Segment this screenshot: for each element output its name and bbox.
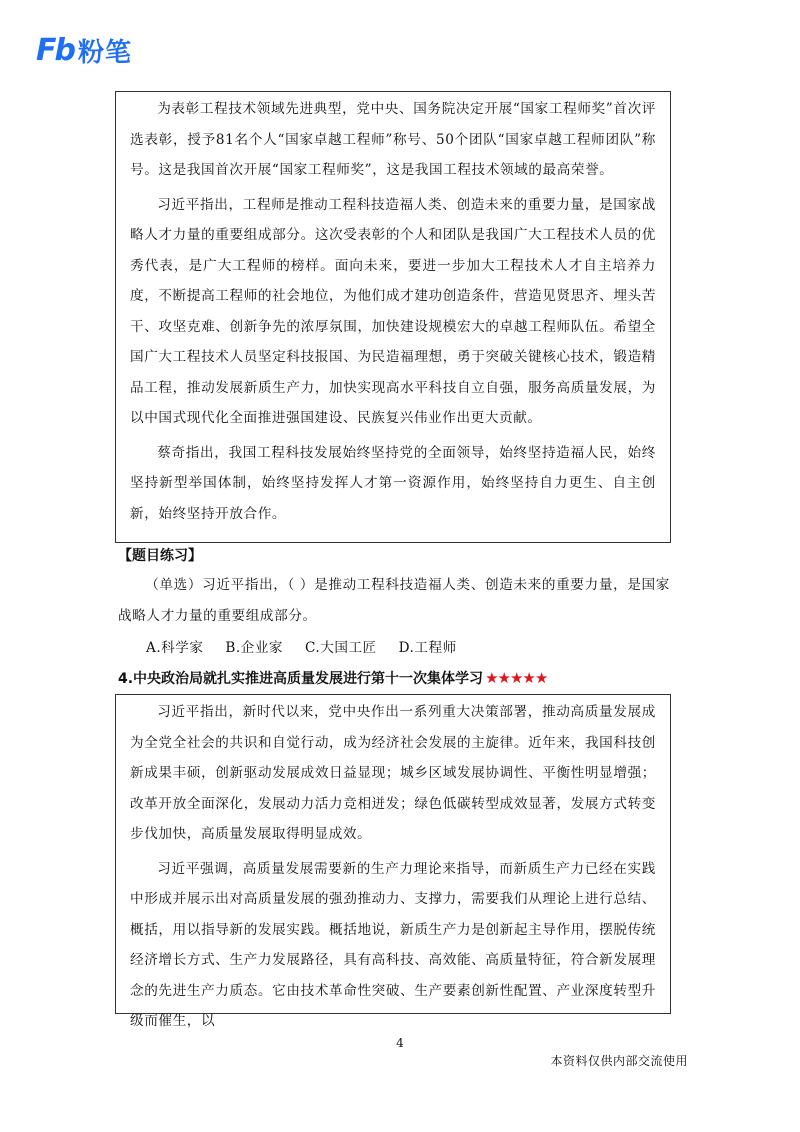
exercise-options — [146, 634, 457, 662]
section-4-heading — [118, 668, 547, 688]
exercise-question-block — [118, 570, 670, 632]
box2-paragraph-2: 习近平强调，高质量发展需要新的生产力理论来指导，而新质生产力已经在实践中形成并展示出对高质量发展的强劲推动力、支撑力，需要我们从理论上进行总结、概括，用以指导新的发展实践。概括地说，新质生产力是创新起主导作用，摆脱传统经济增长方式、生产力发展路径，具有高科技、高效能、高质量特征，符合新发展理念的先进生产力质态。它由技术革命性突破、生产要素创新性配置、产业深度转型升级而催生，以 — [130, 860, 656, 1029]
brand-logo — [36, 30, 132, 70]
option-a: A.科学家 — [146, 640, 204, 656]
box1-paragraph-3: 蔡奇指出，我国工程科技发展始终坚持党的全面领导，始终坚持造福人民，始终坚持新型举国体制，始终坚持发挥人才第一资源作用，始终坚持自力更生、自主创新，始终坚持开放合作。 — [130, 444, 656, 522]
option-d: D.工程师 — [398, 640, 457, 656]
footer-note: 本资料仅供内部交流使用 — [550, 1054, 688, 1068]
importance-stars-icon: ★★★★★ — [485, 669, 548, 687]
news-box-high-quality-development — [115, 694, 671, 1029]
brand-name: 粉笔 — [77, 37, 132, 68]
page-number: 4 — [396, 1036, 404, 1050]
box1-paragraph-2: 习近平指出，工程师是推动工程科技造福人类、创造未来的重要力量，是国家战略人才力量的重要组成部分。这次受表彰的个人和团队是我国广大工程技术人员的优秀代表，是广大工程师的榜样。面向未来，要进一步加大工程技术人才自主培养力度，不断提高工程师的社会地位，为他们成才建功创造条件，营造见贤思齐、埋头苦干、攻坚克难、创新争先的浓厚氛围，加快建设规模宏大的卓越工程师队伍。希望全国广大工程技术人员坚定科技报国、为民造福理想，勇于突破关键核心技术，锻造精品工程，推动发展新质生产力，加快实现高水平科技自立自强，服务高质量发展，为以中国式现代化全面推进强国建设、民族复兴伟业作出更大贡献。 — [130, 196, 656, 426]
option-c: C.大国工匠 — [305, 640, 377, 656]
news-box-engineer-award — [115, 91, 671, 543]
option-b: B.企业家 — [225, 640, 284, 656]
box2-paragraph-1: 习近平指出，新时代以来，党中央作出一系列重大决策部署，推动高质量发展成为全党全社会的共识和自觉行动，成为经济社会发展的主旋律。近年来，我国科技创新成果丰硕，创新驱动发展成效日益显现；城乡区域发展协调性、平衡性明显增强；改革开放全面深化，发展动力活力竞相迸发；绿色低碳转型成效显著，发展方式转变步伐加快，高质量发展取得明显成效。 — [130, 704, 656, 842]
exercise-label: 【题目练习】 — [118, 548, 202, 564]
exercise-question: （单选）习近平指出，（ ）是推动工程科技造福人类、创造未来的重要力量，是国家战略人才力量的重要组成部分。 — [118, 577, 670, 624]
section-4-title: 4.中央政治局就扎实推进高质量发展进行第十一次集体学习 — [118, 671, 484, 687]
box1-paragraph-1: 为表彰工程技术领域先进典型，党中央、国务院决定开展“国家工程师奖”首次评选表彰，授予81名个人“国家卓越工程师”称号、50个团队“国家卓越工程师团队”称号。这是我国首次开展“国家工程师奖”，这是我国工程技术领域的最高荣誉。 — [130, 101, 656, 178]
brand-mark-icon: Fb — [36, 32, 74, 68]
